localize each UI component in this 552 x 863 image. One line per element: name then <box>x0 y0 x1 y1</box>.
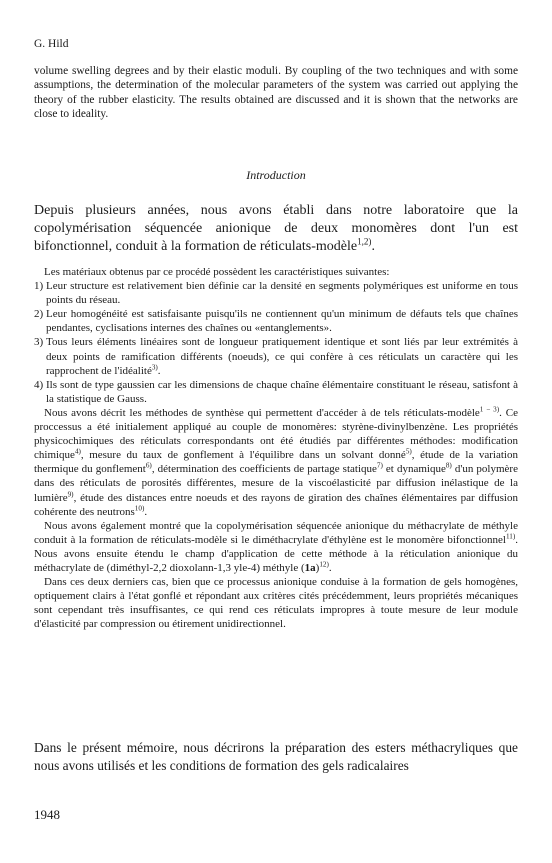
citation-ref: 1,2) <box>357 236 372 247</box>
text-run: Nous avons décrit les méthodes de synthèse qui permettent d'accéder à de tels réticulats-modèle <box>44 406 480 419</box>
lead1-end: . <box>371 239 375 254</box>
citation-ref: 3) <box>151 363 158 371</box>
text-run: d'un polymère dans des réticulats de porosités différentes, mesure de la viscoélasticité par diffusion inélastique de la lumière <box>34 463 518 504</box>
methacrylate-paragraph <box>34 519 518 575</box>
list-item-end: . <box>157 364 161 377</box>
abstract-continuation: volume swelling degrees and by their elastic moduli. By coupling of the two techniques and with some assumptions, the determination of the molecular parameters of the system was carried out applying the theory of the rubber elasticity. The results obtained are discussed and it is shown that the networks are close to ideality. <box>34 65 518 121</box>
running-header-author: G. Hild <box>34 38 69 50</box>
list-item-2 <box>34 307 518 335</box>
citation-ref: 4) <box>74 447 81 456</box>
mechanical-properties-paragraph: Dans ces deux derniers cas, bien que ce processus anionique conduise à la formation de gels homogènes, optiquement clairs à l'état gonflé et répondant aux critères cités précédemment, leurs propriétés mécaniques sont cependant très insuffisantes, ce qui rend ces réticulats impropres à toute mesure de leur module d'élasticité par compression ou étirement unidirectionnel. <box>34 576 518 631</box>
list-item-text: Leur homogénéité est satisfaisante puisqu'ils ne contiennent qu'un minimum de défauts tels que chaînes pendantes, cyclisations internes des chaînes ou «entanglements». <box>46 308 518 335</box>
text-run: . Nous avons ensuite étendu le champ d'application de cette méthode à la réticulation anionique du méthacrylate de (diméthyl-2,2 dioxolann-1,3 yle-4) méthyle ( <box>34 533 518 574</box>
section-title: Introduction <box>246 168 306 182</box>
citation-ref: 7) <box>376 461 383 470</box>
citation-ref: 12) <box>319 560 329 569</box>
citation-ref: 11) <box>505 532 516 541</box>
citation-ref: 6) <box>145 461 152 470</box>
compound-label: 1a <box>304 561 316 574</box>
list-item-text: Ils sont de type gaussien car les dimensions de chaque chaîne élémentaire constituant le réseau, satisfont à la statistique de Gauss. <box>46 378 518 405</box>
text-run: . <box>144 505 148 518</box>
citation-ref: 9) <box>67 489 74 498</box>
text-run: , mesure du taux de gonflement à l'équilibre dans un solvant donné <box>80 449 406 462</box>
citation-ref: 8) <box>445 461 452 470</box>
citation-ref: 10) <box>134 503 145 512</box>
present-memoir-paragraph: Dans le présent mémoire, nous décrirons la préparation des esters méthacryliques que nous avons utilisés et les conditions de formation des gels radicalaires <box>34 740 518 773</box>
citation-ref: 1 − 3) <box>479 405 500 414</box>
intro-characteristics-paragraph: Les matériaux obtenus par ce procédé possèdent les caractéristiques suivantes: <box>44 266 390 278</box>
lead1-text: Depuis plusieurs années, nous avons établi dans notre laboratoire que la copolymérisation séquencée anionique de deux monomères dont l'un est bifonctionnel, conduit à la formation de réticulats-modèle <box>34 203 518 254</box>
list-item-text: Leur structure est relativement bien définie car la densité en segments polymériques est uniforme en tous points du réseau. <box>46 280 518 307</box>
list-item-1 <box>34 279 518 307</box>
text-run: ) <box>315 561 320 574</box>
synthesis-methods-paragraph <box>34 406 518 519</box>
text-run: , détermination des coefficients de partage statique <box>151 463 377 476</box>
text-run: , étude de la variation thermique du gonflement <box>34 449 518 476</box>
citation-ref: 5) <box>405 447 412 456</box>
text-run: . Ce proccessus a été initialement appliqué au couple de monomères: styrène-divinylbenzène. Les propriétés physicochimiques des réticulats correspondants ont été étudiés par différentes méthodes: modification chimique <box>34 406 518 462</box>
list-item-text: Tous leurs éléments linéaires sont de longueur pratiquement identique et sont liés par leur extrémités à deux points de ramification différents (noeuds), ce qui confère à ces réticulats un caractère qui les rapprochent de l'idéalité <box>46 336 518 377</box>
list-number: 2) <box>34 308 44 321</box>
list-item-3 <box>34 335 518 377</box>
body-text <box>34 265 518 631</box>
intro-lead-paragraph <box>34 202 518 256</box>
text-run: , étude des distances entre noeuds et des rayons de giration des chaînes élémentaires par diffusion cohérente des neutrons <box>34 491 518 518</box>
text-run: . <box>328 561 332 574</box>
list-number: 3) <box>34 336 44 349</box>
text-run: et dynamique <box>382 463 446 476</box>
list-number: 4) <box>34 378 44 391</box>
list-item-4 <box>34 378 518 406</box>
list-number: 1) <box>34 280 44 293</box>
page-number: 1948 <box>34 807 60 822</box>
text-run: Nous avons également montré que la copolymérisation séquencée anionique du méthacrylate de méthyle conduit à la formation de réticulats-modèle si le diméthacrylate d'éthylène est le monomère bifonctionnel <box>34 519 518 546</box>
